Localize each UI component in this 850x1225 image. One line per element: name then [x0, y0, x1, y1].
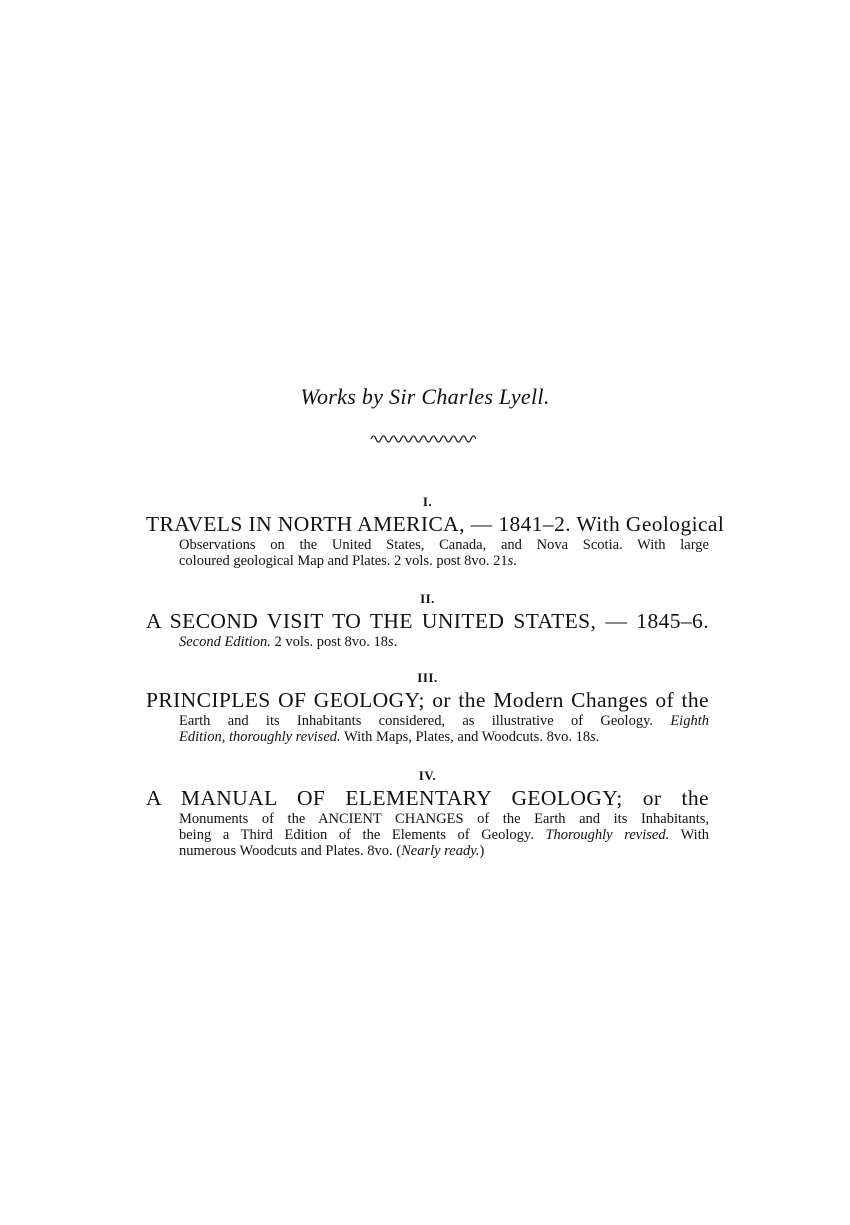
description-line: being a Third Edition of the Elements of Geology. Thoroughly revised. With: [179, 827, 709, 843]
entry-description: [179, 811, 709, 859]
work-entry: [146, 591, 709, 650]
entry-description: [179, 713, 709, 745]
entry-numeral: II.: [420, 591, 435, 606]
entry-title: A MANUAL OF ELEMENTARY GEOLOGY; or the: [146, 786, 709, 810]
entry-description: [179, 634, 709, 650]
entry-title: A SECOND VISIT TO THE UNITED STATES, — 1845–6.: [146, 609, 709, 633]
description-line: numerous Woodcuts and Plates. 8vo. (Nearly ready.): [179, 843, 485, 859]
work-entry: [146, 768, 709, 859]
wavy-rule-ornament: [370, 430, 476, 444]
entry-title: TRAVELS IN NORTH AMERICA, — 1841–2. With Geological: [146, 512, 725, 536]
entry-numeral: IV.: [418, 768, 437, 783]
description-line: Edition, thoroughly revised. With Maps, Plates, and Woodcuts. 8vo. 18s.: [179, 729, 600, 745]
description-line: Earth and its Inhabitants considered, as illustrative of Geology. Eighth: [179, 713, 709, 729]
description-line: Second Edition. 2 vols. post 8vo. 18s.: [179, 634, 398, 650]
description-line: Monuments of the ANCIENT CHANGES of the Earth and its Inhabitants,: [179, 811, 709, 827]
work-entry: [146, 494, 725, 569]
description-line: coloured geological Map and Plates. 2 vols. post 8vo. 21s.: [179, 553, 517, 569]
work-entry: [146, 670, 709, 745]
entry-numeral: I.: [422, 494, 433, 509]
page-heading: Works by Sir Charles Lyell.: [300, 384, 550, 409]
entry-title: PRINCIPLES OF GEOLOGY; or the Modern Changes of the: [146, 688, 709, 712]
entry-description: [179, 537, 709, 569]
entry-numeral: III.: [417, 670, 438, 685]
description-line: Observations on the United States, Canada, and Nova Scotia. With large: [179, 537, 709, 553]
